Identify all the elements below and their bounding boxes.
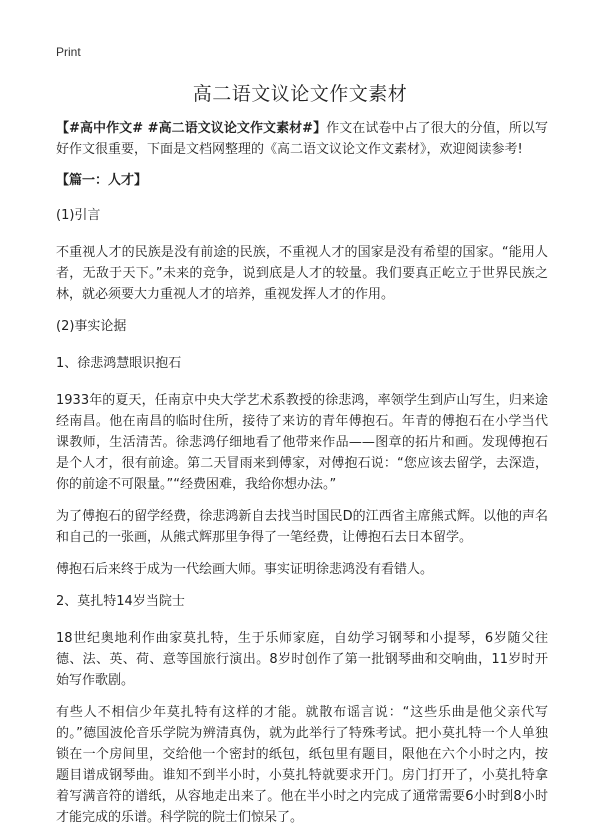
paragraph: 为了傅抱石的留学经费，徐悲鸿新自去找当时国民D的江西省主席熊式辉。以他的声名和自己的一张画，从熊式辉那里争得了一笔经费，让傅抱石去日本留学。	[56, 509, 548, 545]
subheading-intro: (1)引言	[56, 208, 101, 223]
print-link[interactable]: Print	[56, 45, 81, 59]
paragraph: 18世纪奥地利作曲家莫扎特，生于乐师家庭，自幼学习钢琴和小提琴，6岁随父往德、法、英、荷、意等国旅行演出。8岁时创作了第一批钢琴曲和交响曲，11岁时开始写作歌剧。	[56, 631, 548, 688]
page-title: 高二语文议论文作文素材	[192, 83, 408, 105]
section-heading: 【篇一：人才】	[56, 173, 148, 188]
paragraph: 有些人不相信少年莫扎特有这样的才能。就散布谣言说：“这些乐曲是他父亲代写的。”德国波伦音乐学院为辨清真伪，就为此举行了特殊考试。把小莫扎特一个人单独锁在一个房间里，交给他一个密封的纸包，纸包里有题目，限他在六个小时之内，按题目谱成钢琴曲。谁知不到半小时，小莫扎特就要求开门。房门打开了，小莫扎特拿着写满音符的谱纸，从容地走出来了。他在半小时之内完成了通常需要6小时到8小时才能完成的乐谱。科学院的院士们惊呆了。	[56, 705, 548, 825]
subheading-facts: (2)事实论据	[56, 319, 127, 334]
paragraph: 傅抱石后来终于成为一代绘画大师。事实证明徐悲鸿没有看错人。	[56, 562, 434, 577]
case-heading: 1、徐悲鸿慧眼识抱石	[56, 356, 182, 371]
article-body	[56, 118, 548, 839]
paragraph: 不重视人才的民族是没有前途的民族，不重视人才的国家是没有希望的国家。“能用人者，无敌于天下。”未来的竞争，说到底是人才的较量。我们要真正屹立于世界民族之林，就必须要大力重视人才的培养，重视发挥人才的作用。	[56, 245, 548, 302]
intro-text: 作文在试卷中占了很大的分值，所以写好作文很重要，下面是文档网整理的《高二语文议论文作文素材》，欢迎阅读参考!	[56, 121, 548, 157]
case-heading: 2、莫扎特14岁当院士	[56, 594, 185, 609]
intro-paragraph	[56, 118, 548, 160]
paragraph: 1933年的夏天，任南京中央大学艺术系教授的徐悲鸿，率领学生到庐山写生，归来途经南昌。他在南昌的临时住所，接待了来访的青年傅抱石。年青的傅抱石在小学当代课教师，生活清苦。徐悲鸿仔细地看了他带来作品——图章的拓片和画。发现傅抱石是个人才，很有前途。第二天冒雨来到傅家，对傅抱石说：“您应该去留学，去深造，你的前途不可限量。”“经费困难，我给你想办法。”	[56, 393, 548, 492]
intro-tags: 【#高中作文# #高二语文议论文作文素材#】	[56, 121, 327, 136]
